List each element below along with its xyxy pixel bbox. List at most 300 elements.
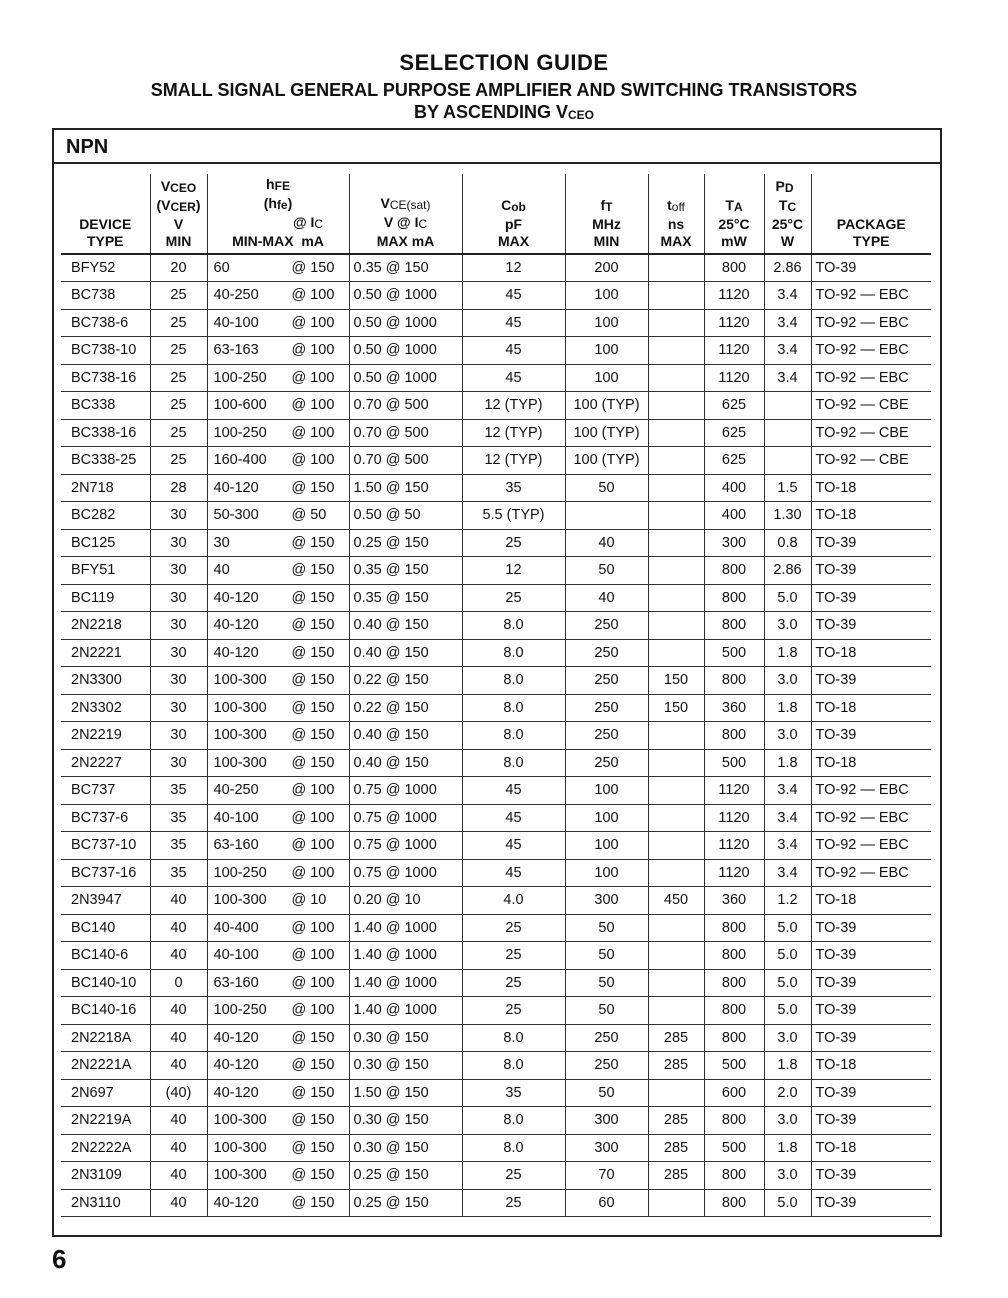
cell-cob: 8.0 bbox=[462, 1024, 565, 1052]
cell-hfe-ic: @ 100 bbox=[291, 837, 335, 854]
cell-device: 2N718 bbox=[61, 474, 150, 502]
table-row bbox=[61, 1162, 931, 1190]
cell-cob: 45 bbox=[462, 832, 565, 860]
cell-package: TO-39 bbox=[811, 584, 931, 612]
cell-device: BFY51 bbox=[61, 557, 150, 585]
cell-hfe bbox=[207, 887, 349, 915]
cell-hfe-ic: @ 100 bbox=[291, 919, 335, 936]
cell-package: TO-39 bbox=[811, 529, 931, 557]
cell-cob: 25 bbox=[462, 997, 565, 1025]
cell-vce-sat: 1.50 @ 150 bbox=[349, 1079, 462, 1107]
cell-toff: 285 bbox=[648, 1134, 704, 1162]
cell-cob: 25 bbox=[462, 529, 565, 557]
col-ft: $f_T$ MHz MIN bbox=[565, 174, 648, 254]
cell-hfe bbox=[207, 722, 349, 750]
cell-ft: 100 (TYP) bbox=[565, 392, 648, 420]
cell-ta: 500 bbox=[704, 749, 764, 777]
cell-tc: 3.0 bbox=[764, 722, 811, 750]
cell-ta: 500 bbox=[704, 1134, 764, 1162]
cell-vceo: 40 bbox=[150, 1134, 207, 1162]
cell-hfe-ic: @ 150 bbox=[291, 1139, 335, 1156]
cell-device: 2N697 bbox=[61, 1079, 150, 1107]
cell-device: BC737 bbox=[61, 777, 150, 805]
cell-hfe bbox=[207, 914, 349, 942]
cell-toff bbox=[648, 557, 704, 585]
cell-hfe-ic: @ 100 bbox=[291, 314, 335, 331]
cell-vceo: (40) bbox=[150, 1079, 207, 1107]
cell-tc bbox=[764, 447, 811, 475]
cell-vce-sat: 0.50 @ 1000 bbox=[349, 364, 462, 392]
cell-vce-sat: 1.40 @ 1000 bbox=[349, 997, 462, 1025]
cell-device: BFY52 bbox=[61, 254, 150, 282]
table-row bbox=[61, 997, 931, 1025]
cell-cob: 25 bbox=[462, 969, 565, 997]
cell-package: TO-92 — EBC bbox=[811, 777, 931, 805]
cell-cob: 45 bbox=[462, 859, 565, 887]
cell-hfe bbox=[207, 474, 349, 502]
cell-package: TO-39 bbox=[811, 1189, 931, 1217]
page-number: 6 bbox=[52, 1244, 67, 1274]
cell-cob: 45 bbox=[462, 777, 565, 805]
cell-hfe bbox=[207, 1024, 349, 1052]
cell-package: TO-39 bbox=[811, 914, 931, 942]
cell-toff bbox=[648, 832, 704, 860]
cell-vce-sat: 0.30 @ 150 bbox=[349, 1024, 462, 1052]
cell-hfe bbox=[207, 254, 349, 282]
cell-cob: 8.0 bbox=[462, 667, 565, 695]
cell-ft: 100 bbox=[565, 832, 648, 860]
cell-tc bbox=[764, 419, 811, 447]
cell-ta: 1120 bbox=[704, 777, 764, 805]
cell-toff bbox=[648, 639, 704, 667]
col-toff: $t_{off}$ ns MAX bbox=[648, 174, 704, 254]
cell-ft: 50 bbox=[565, 914, 648, 942]
cell-ft: 100 (TYP) bbox=[565, 447, 648, 475]
cell-toff bbox=[648, 859, 704, 887]
cell-device: BC738 bbox=[61, 282, 150, 310]
cell-vce-sat: 0.25 @ 150 bbox=[349, 1189, 462, 1217]
cell-hfe-ic: @ 150 bbox=[291, 672, 335, 689]
cell-hfe bbox=[207, 749, 349, 777]
cell-tc: 3.4 bbox=[764, 364, 811, 392]
cell-cob: 12 bbox=[462, 254, 565, 282]
cell-hfe-range: 40-120 bbox=[213, 1084, 259, 1101]
cell-hfe-range: 40-120 bbox=[213, 479, 259, 496]
cell-vce-sat: 0.40 @ 150 bbox=[349, 749, 462, 777]
cell-tc: 3.4 bbox=[764, 777, 811, 805]
cell-ft: 50 bbox=[565, 557, 648, 585]
cell-hfe-range: 63-163 bbox=[213, 342, 259, 359]
cell-device: 2N2218A bbox=[61, 1024, 150, 1052]
cell-ft: 50 bbox=[565, 969, 648, 997]
cell-device: BC737-6 bbox=[61, 804, 150, 832]
cell-ft: 40 bbox=[565, 529, 648, 557]
cell-ta: 800 bbox=[704, 667, 764, 695]
cell-vce-sat: 0.50 @ 50 bbox=[349, 502, 462, 530]
cell-ta: 400 bbox=[704, 474, 764, 502]
cell-ft: 100 bbox=[565, 337, 648, 365]
cell-device: BC738-16 bbox=[61, 364, 150, 392]
cell-ta: 625 bbox=[704, 419, 764, 447]
cell-cob: 5.5 (TYP) bbox=[462, 502, 565, 530]
cell-hfe-range: 40 bbox=[213, 562, 230, 579]
cell-tc: 3.4 bbox=[764, 309, 811, 337]
cell-vceo: 40 bbox=[150, 997, 207, 1025]
cell-ft: 50 bbox=[565, 474, 648, 502]
cell-ft: 250 bbox=[565, 667, 648, 695]
cell-hfe-ic: @ 150 bbox=[291, 260, 335, 276]
cell-hfe bbox=[207, 447, 349, 475]
cell-package: TO-92 — EBC bbox=[811, 282, 931, 310]
cell-package: TO-92 — CBE bbox=[811, 447, 931, 475]
cell-vce-sat: 0.30 @ 150 bbox=[349, 1107, 462, 1135]
cell-vce-sat: 0.50 @ 1000 bbox=[349, 337, 462, 365]
table-row bbox=[61, 529, 931, 557]
cell-hfe-range: 40-120 bbox=[213, 1194, 259, 1211]
cell-hfe-range: 100-300 bbox=[213, 727, 267, 744]
cell-vceo: 40 bbox=[150, 1189, 207, 1217]
cell-toff bbox=[648, 337, 704, 365]
cell-ta: 800 bbox=[704, 557, 764, 585]
cell-ft: 100 bbox=[565, 804, 648, 832]
table-row bbox=[61, 887, 931, 915]
cell-ta: 1120 bbox=[704, 859, 764, 887]
table-row bbox=[61, 502, 931, 530]
table-body bbox=[61, 254, 931, 1217]
cell-hfe-ic: @ 150 bbox=[291, 644, 335, 661]
table-row bbox=[61, 282, 931, 310]
cell-ft: 250 bbox=[565, 1024, 648, 1052]
cell-tc: 0.8 bbox=[764, 529, 811, 557]
cell-toff bbox=[648, 612, 704, 640]
cell-ft: 250 bbox=[565, 1052, 648, 1080]
cell-ft: 40 bbox=[565, 584, 648, 612]
cell-ft: 50 bbox=[565, 1079, 648, 1107]
cell-device: BC125 bbox=[61, 529, 150, 557]
section-label: NPN bbox=[54, 130, 940, 164]
cell-ta: 800 bbox=[704, 997, 764, 1025]
cell-ta: 800 bbox=[704, 612, 764, 640]
cell-package: TO-39 bbox=[811, 942, 931, 970]
cell-tc: 3.4 bbox=[764, 859, 811, 887]
table-row bbox=[61, 1189, 931, 1217]
cell-hfe-range: 100-300 bbox=[213, 1112, 267, 1129]
cell-vce-sat: 0.75 @ 1000 bbox=[349, 777, 462, 805]
cell-toff bbox=[648, 309, 704, 337]
cell-device: BC140 bbox=[61, 914, 150, 942]
cell-hfe bbox=[207, 1107, 349, 1135]
cell-vce-sat: 1.40 @ 1000 bbox=[349, 942, 462, 970]
cell-toff bbox=[648, 419, 704, 447]
cell-hfe-ic: @ 150 bbox=[291, 479, 335, 496]
table-header-row bbox=[61, 174, 931, 254]
cell-device: 2N3109 bbox=[61, 1162, 150, 1190]
cell-vce-sat: 0.30 @ 150 bbox=[349, 1052, 462, 1080]
page-subtitle-2: BY ASCENDING $V_{CEO}$ bbox=[413, 102, 595, 122]
cell-hfe bbox=[207, 337, 349, 365]
cell-hfe-ic: @ 150 bbox=[291, 1167, 335, 1184]
cell-ta: 1120 bbox=[704, 832, 764, 860]
page-subtitle: SMALL SIGNAL GENERAL PURPOSE AMPLIFIER AND SWITCHING TRANSISTORS bbox=[150, 80, 858, 100]
cell-vce-sat: 0.25 @ 150 bbox=[349, 529, 462, 557]
cell-package: TO-92 — EBC bbox=[811, 364, 931, 392]
cell-device: BC282 bbox=[61, 502, 150, 530]
cell-ft: 250 bbox=[565, 639, 648, 667]
table-row bbox=[61, 1134, 931, 1162]
cell-vce-sat: 0.25 @ 150 bbox=[349, 1162, 462, 1190]
cell-ft: 60 bbox=[565, 1189, 648, 1217]
cell-hfe-ic: @ 150 bbox=[291, 1112, 335, 1129]
cell-hfe-ic: @ 150 bbox=[291, 534, 335, 551]
cell-vceo: 40 bbox=[150, 1162, 207, 1190]
cell-device: 2N2219 bbox=[61, 722, 150, 750]
cell-cob: 12 (TYP) bbox=[462, 447, 565, 475]
cell-tc bbox=[764, 392, 811, 420]
cell-hfe bbox=[207, 942, 349, 970]
cell-hfe bbox=[207, 1189, 349, 1217]
cell-hfe-ic: @ 100 bbox=[291, 864, 335, 881]
cell-ft: 250 bbox=[565, 612, 648, 640]
col-ta: $P_D$ $T_A$ 25°C mW bbox=[704, 174, 764, 254]
cell-hfe-range: 100-250 bbox=[213, 1002, 267, 1019]
cell-toff bbox=[648, 529, 704, 557]
table-row bbox=[61, 612, 931, 640]
cell-cob: 8.0 bbox=[462, 722, 565, 750]
table-row bbox=[61, 337, 931, 365]
cell-vceo: 40 bbox=[150, 914, 207, 942]
cell-tc: 1.2 bbox=[764, 887, 811, 915]
cell-hfe bbox=[207, 639, 349, 667]
cell-toff bbox=[648, 584, 704, 612]
col-vce-sat: $V_{CE(sat)}$ V @ $I_C$ MAX mA bbox=[349, 174, 462, 254]
cell-hfe-range: 100-250 bbox=[213, 424, 267, 441]
cell-ta: 500 bbox=[704, 1052, 764, 1080]
cell-hfe bbox=[207, 364, 349, 392]
cell-ft: 100 bbox=[565, 282, 648, 310]
cell-hfe bbox=[207, 1052, 349, 1080]
cell-toff bbox=[648, 254, 704, 282]
cell-ta: 800 bbox=[704, 942, 764, 970]
cell-vceo: 30 bbox=[150, 584, 207, 612]
page-header bbox=[0, 50, 1008, 126]
cell-vceo: 30 bbox=[150, 557, 207, 585]
cell-toff bbox=[648, 777, 704, 805]
cell-hfe-ic: @ 10 bbox=[291, 892, 327, 909]
cell-vceo: 40 bbox=[150, 1024, 207, 1052]
cell-vceo: 25 bbox=[150, 309, 207, 337]
cell-vce-sat: 0.75 @ 1000 bbox=[349, 832, 462, 860]
cell-hfe bbox=[207, 612, 349, 640]
cell-cob: 8.0 bbox=[462, 1107, 565, 1135]
cell-toff: 150 bbox=[648, 667, 704, 695]
cell-toff bbox=[648, 749, 704, 777]
cell-hfe-range: 100-300 bbox=[213, 1139, 267, 1156]
cell-ft: 300 bbox=[565, 1107, 648, 1135]
cell-toff bbox=[648, 1079, 704, 1107]
cell-tc: 5.0 bbox=[764, 1189, 811, 1217]
cell-cob: 45 bbox=[462, 804, 565, 832]
cell-hfe-ic: @ 100 bbox=[291, 1002, 335, 1019]
cell-package: TO-18 bbox=[811, 474, 931, 502]
cell-cob: 4.0 bbox=[462, 887, 565, 915]
cell-tc: 1.8 bbox=[764, 749, 811, 777]
cell-vceo: 25 bbox=[150, 282, 207, 310]
cell-device: BC140-16 bbox=[61, 997, 150, 1025]
col-cob: $C_{ob}$ pF MAX bbox=[462, 174, 565, 254]
cell-hfe bbox=[207, 584, 349, 612]
cell-device: 2N3302 bbox=[61, 694, 150, 722]
table-row bbox=[61, 914, 931, 942]
cell-cob: 25 bbox=[462, 1162, 565, 1190]
table-row bbox=[61, 777, 931, 805]
cell-hfe-range: 60 bbox=[213, 260, 230, 276]
cell-ft: 70 bbox=[565, 1162, 648, 1190]
cell-ta: 1120 bbox=[704, 309, 764, 337]
cell-cob: 8.0 bbox=[462, 694, 565, 722]
cell-vceo: 30 bbox=[150, 694, 207, 722]
cell-device: BC338-16 bbox=[61, 419, 150, 447]
cell-hfe-range: 40-400 bbox=[213, 919, 259, 936]
cell-hfe-range: 100-250 bbox=[213, 864, 267, 881]
cell-hfe bbox=[207, 777, 349, 805]
cell-package: TO-39 bbox=[811, 1162, 931, 1190]
cell-vce-sat: 0.75 @ 1000 bbox=[349, 804, 462, 832]
cell-cob: 35 bbox=[462, 474, 565, 502]
table-row bbox=[61, 694, 931, 722]
cell-ft: 50 bbox=[565, 942, 648, 970]
cell-device: 2N2221A bbox=[61, 1052, 150, 1080]
cell-device: 2N3947 bbox=[61, 887, 150, 915]
cell-toff: 450 bbox=[648, 887, 704, 915]
cell-ft: 300 bbox=[565, 1134, 648, 1162]
cell-tc: 3.4 bbox=[764, 282, 811, 310]
cell-toff: 285 bbox=[648, 1024, 704, 1052]
cell-hfe bbox=[207, 1162, 349, 1190]
cell-package: TO-18 bbox=[811, 887, 931, 915]
cell-hfe-ic: @ 100 bbox=[291, 947, 335, 964]
cell-toff bbox=[648, 969, 704, 997]
cell-tc: 1.30 bbox=[764, 502, 811, 530]
cell-hfe-ic: @ 100 bbox=[291, 809, 335, 826]
cell-hfe-ic: @ 150 bbox=[291, 562, 335, 579]
cell-vceo: 0 bbox=[150, 969, 207, 997]
cell-ta: 800 bbox=[704, 722, 764, 750]
cell-hfe-ic: @ 100 bbox=[291, 342, 335, 359]
table-row bbox=[61, 639, 931, 667]
cell-package: TO-39 bbox=[811, 254, 931, 282]
cell-package: TO-39 bbox=[811, 667, 931, 695]
cell-hfe-range: 40-120 bbox=[213, 589, 259, 606]
cell-tc: 3.4 bbox=[764, 832, 811, 860]
cell-hfe-ic: @ 100 bbox=[291, 452, 335, 469]
cell-device: 2N3110 bbox=[61, 1189, 150, 1217]
cell-device: 2N2221 bbox=[61, 639, 150, 667]
cell-package: TO-39 bbox=[811, 997, 931, 1025]
cell-tc: 1.8 bbox=[764, 639, 811, 667]
cell-cob: 25 bbox=[462, 942, 565, 970]
cell-tc: 2.86 bbox=[764, 557, 811, 585]
cell-tc: 1.5 bbox=[764, 474, 811, 502]
cell-ta: 1120 bbox=[704, 804, 764, 832]
cell-device: BC737-10 bbox=[61, 832, 150, 860]
cell-ta: 625 bbox=[704, 447, 764, 475]
cell-vce-sat: 0.70 @ 500 bbox=[349, 447, 462, 475]
table-row bbox=[61, 447, 931, 475]
cell-hfe-ic: @ 150 bbox=[291, 699, 335, 716]
table-row bbox=[61, 474, 931, 502]
cell-hfe-range: 100-300 bbox=[213, 892, 267, 909]
cell-hfe-ic: @ 100 bbox=[291, 287, 335, 304]
cell-hfe bbox=[207, 419, 349, 447]
cell-ft: 50 bbox=[565, 997, 648, 1025]
cell-hfe-ic: @ 100 bbox=[291, 974, 335, 991]
cell-vce-sat: 0.35 @ 150 bbox=[349, 557, 462, 585]
cell-vceo: 40 bbox=[150, 1107, 207, 1135]
cell-ft: 200 bbox=[565, 254, 648, 282]
cell-vceo: 35 bbox=[150, 777, 207, 805]
cell-vceo: 35 bbox=[150, 859, 207, 887]
cell-package: TO-92 — CBE bbox=[811, 419, 931, 447]
cell-vce-sat: 0.40 @ 150 bbox=[349, 612, 462, 640]
cell-toff bbox=[648, 914, 704, 942]
table-row bbox=[61, 667, 931, 695]
cell-package: TO-39 bbox=[811, 1079, 931, 1107]
cell-package: TO-18 bbox=[811, 749, 931, 777]
table-row bbox=[61, 1107, 931, 1135]
cell-hfe-range: 40-100 bbox=[213, 809, 259, 826]
cell-hfe-range: 40-100 bbox=[213, 947, 259, 964]
cell-vce-sat: 1.50 @ 150 bbox=[349, 474, 462, 502]
cell-toff bbox=[648, 1189, 704, 1217]
cell-toff: 285 bbox=[648, 1052, 704, 1080]
cell-package: TO-18 bbox=[811, 639, 931, 667]
cell-hfe-ic: @ 150 bbox=[291, 727, 335, 744]
table-row bbox=[61, 804, 931, 832]
cell-vceo: 25 bbox=[150, 364, 207, 392]
cell-hfe bbox=[207, 502, 349, 530]
table-row bbox=[61, 859, 931, 887]
cell-toff: 150 bbox=[648, 694, 704, 722]
cell-ta: 800 bbox=[704, 1162, 764, 1190]
cell-device: 2N2227 bbox=[61, 749, 150, 777]
cell-ta: 600 bbox=[704, 1079, 764, 1107]
cell-tc: 5.0 bbox=[764, 997, 811, 1025]
cell-ft: 100 bbox=[565, 777, 648, 805]
cell-package: TO-39 bbox=[811, 557, 931, 585]
cell-ta: 1120 bbox=[704, 337, 764, 365]
cell-hfe-ic: @ 150 bbox=[291, 754, 335, 771]
cell-hfe-range: 63-160 bbox=[213, 837, 259, 854]
cell-package: TO-39 bbox=[811, 969, 931, 997]
cell-hfe bbox=[207, 969, 349, 997]
cell-device: BC737-16 bbox=[61, 859, 150, 887]
cell-cob: 8.0 bbox=[462, 639, 565, 667]
cell-hfe-range: 100-250 bbox=[213, 369, 267, 386]
cell-vce-sat: 0.30 @ 150 bbox=[349, 1134, 462, 1162]
cell-tc: 5.0 bbox=[764, 969, 811, 997]
col-hfe: $h_{FE}$ $(h_{fe})$ @ $I_C$ MIN-MAX mA bbox=[207, 174, 349, 254]
cell-tc: 3.0 bbox=[764, 1162, 811, 1190]
cell-hfe-ic: @ 100 bbox=[291, 424, 335, 441]
cell-package: TO-39 bbox=[811, 1024, 931, 1052]
cell-toff bbox=[648, 364, 704, 392]
cell-hfe-range: 100-600 bbox=[213, 397, 267, 414]
col-package-type: PACKAGE TYPE bbox=[811, 174, 931, 254]
cell-toff bbox=[648, 722, 704, 750]
cell-hfe-range: 50-300 bbox=[213, 507, 259, 524]
cell-cob: 8.0 bbox=[462, 612, 565, 640]
cell-tc: 1.8 bbox=[764, 694, 811, 722]
